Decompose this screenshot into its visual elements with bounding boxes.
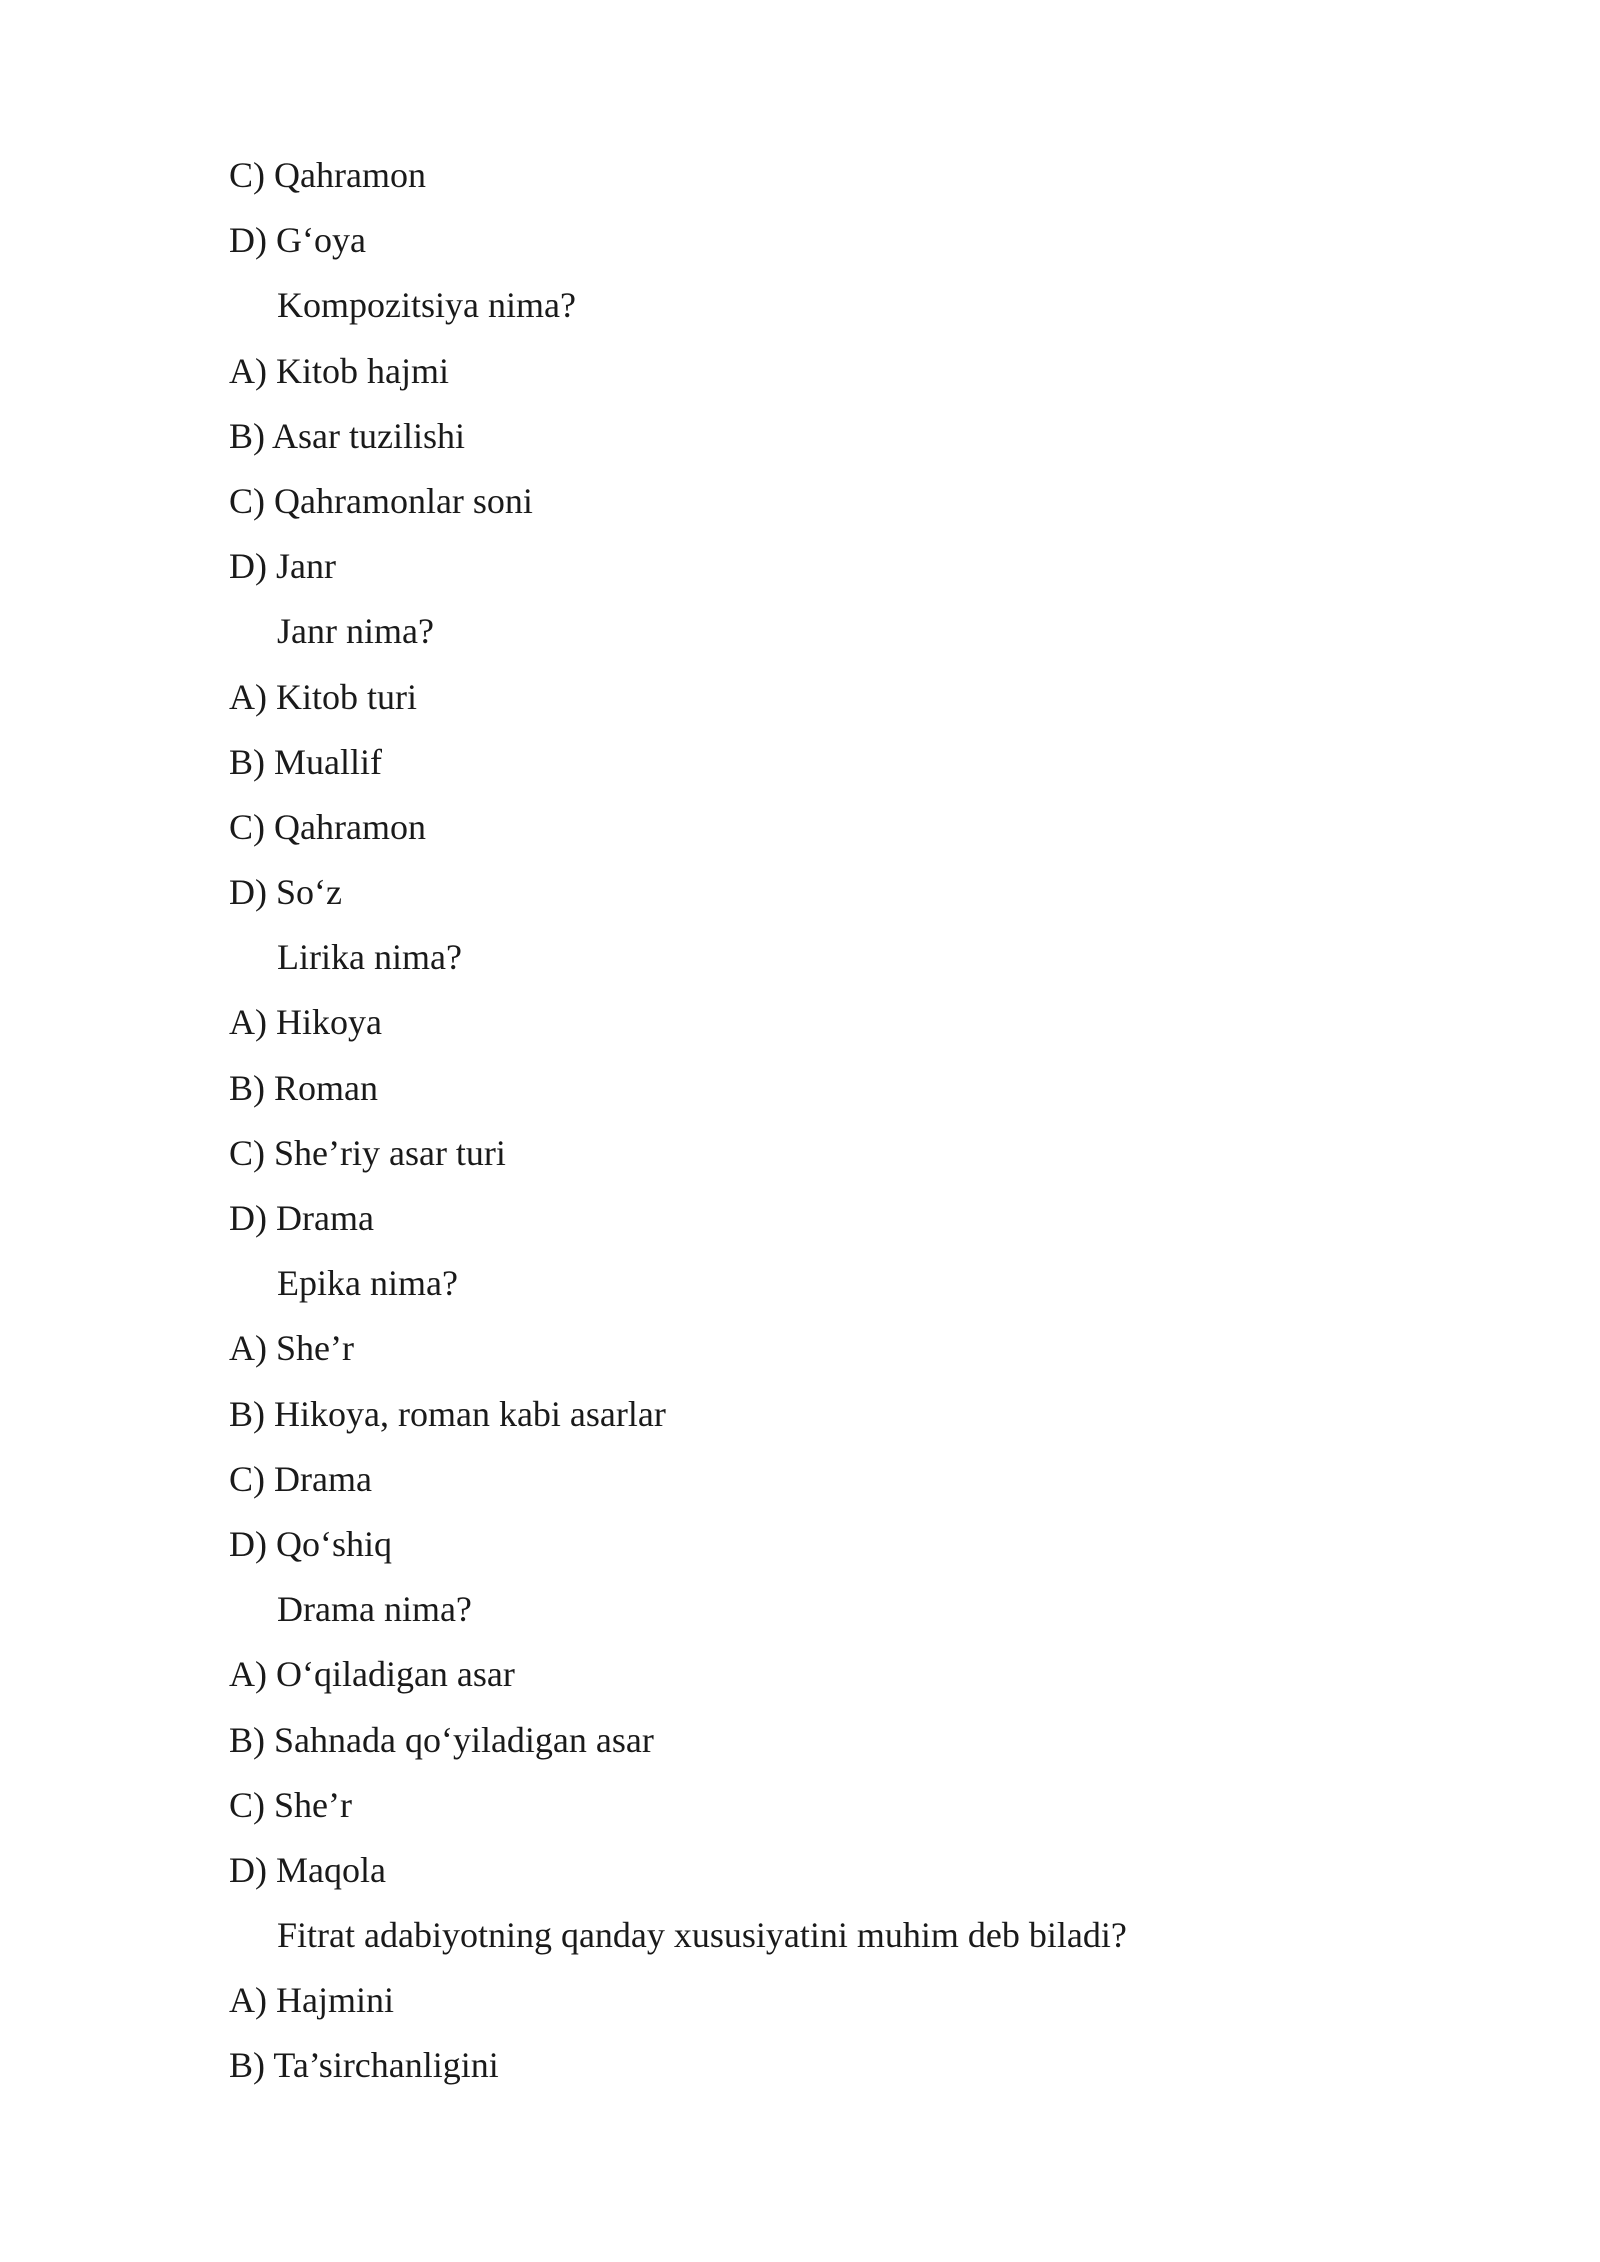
answer-option: A) Kitob hajmi xyxy=(229,350,449,391)
answer-option: C) She’riy asar turi xyxy=(229,1132,506,1173)
answer-option: C) Qahramonlar soni xyxy=(229,480,533,521)
question-text: Lirika nima? xyxy=(277,937,462,978)
answer-option: A) O‘qiladigan asar xyxy=(229,1654,515,1695)
answer-option: D) Maqola xyxy=(229,1849,386,1890)
answer-option: B) Hikoya, roman kabi asarlar xyxy=(229,1393,666,1434)
answer-option: B) Roman xyxy=(229,1067,378,1108)
quiz-content xyxy=(229,143,1429,2099)
question-text: Kompozitsiya nima? xyxy=(277,285,576,326)
answer-option: C) Drama xyxy=(229,1458,372,1499)
answer-option: B) Muallif xyxy=(229,741,382,782)
question-text: Janr nima? xyxy=(277,611,434,652)
answer-option: C) Qahramon xyxy=(229,806,426,847)
answer-option: D) G‘oya xyxy=(229,220,366,261)
answer-option: D) Drama xyxy=(229,1198,374,1238)
answer-option: C) She’r xyxy=(229,1784,352,1825)
answer-option: B) Asar tuzilishi xyxy=(229,415,465,456)
answer-option: D) Janr xyxy=(229,546,336,587)
answer-option: A) She’r xyxy=(229,1328,354,1369)
answer-option: A) Kitob turi xyxy=(229,676,417,717)
answer-option: D) So‘z xyxy=(229,872,342,913)
question-text: Epika nima? xyxy=(277,1263,458,1304)
answer-option: A) Hikoya xyxy=(229,1002,382,1043)
answer-option: B) Ta’sirchanligini xyxy=(229,2045,499,2086)
answer-option: B) Sahnada qo‘yiladigan asar xyxy=(229,1719,654,1760)
answer-option: D) Qo‘shiq xyxy=(229,1523,392,1564)
question-text: Drama nima? xyxy=(277,1589,472,1630)
answer-option: A) Hajmini xyxy=(229,1980,394,2021)
answer-option: C) Qahramon xyxy=(229,155,426,195)
question-text: Fitrat adabiyotning qanday xususiyatini muhim deb biladi? xyxy=(277,1915,1127,1956)
